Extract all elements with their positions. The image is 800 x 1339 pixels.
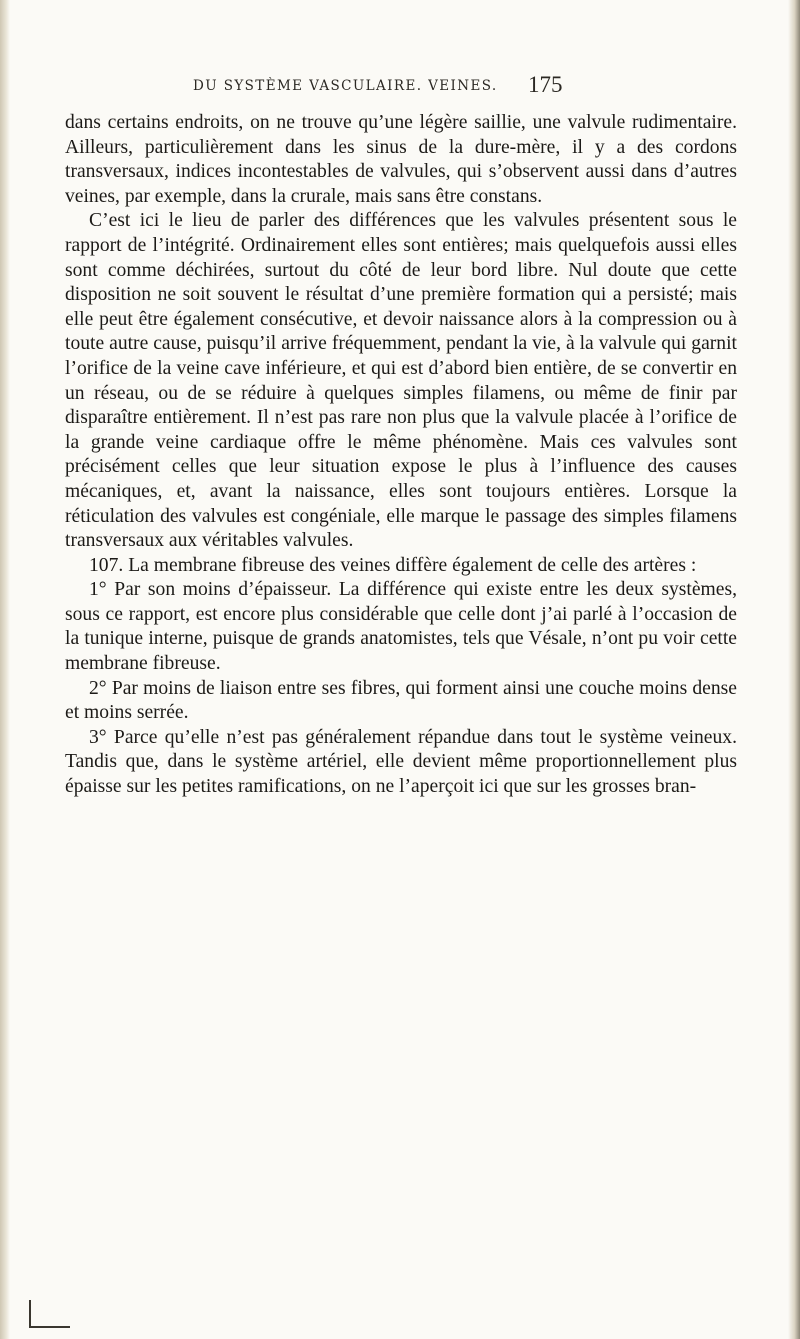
paragraph-continuation: dans certains endroits, on ne trouve qu’une légère saillie, une valvule rudimentaire. Ailleurs, particulièrement dans les sinus de la dure-mère, il y a des cordons transversaux, indices incontestables de valvules, qui s’observent aussi dans d’autres veines, par exemple, dans la crurale, mais sans être constans. <box>65 112 737 207</box>
page-left-edge-shadow <box>0 0 10 1339</box>
paragraph-section-107: 107. La membrane fibreuse des veines diffère également de celle des artères : <box>89 554 697 576</box>
paragraph-point-2: 2° Par moins de liaison entre ses fibres, qui forment ainsi une couche moins dense et moins serrée. <box>65 677 737 724</box>
page-number: 175 <box>528 72 563 97</box>
paragraph-point-3: 3° Parce qu’elle n’est pas généralement répandue dans tout le système veineux. Tandis que, dans le système artériel, elle devient même proportionnellement plus épaisse sur les petites ramifications, on ne l’aperçoit ici que sur les grosses bran- <box>65 726 737 798</box>
page-right-edge-shadow <box>788 0 800 1339</box>
corner-mark-vertical <box>29 1300 31 1328</box>
paragraph-valvule-integrity: C’est ici le lieu de parler des différences que les valvules présentent sous le rapport de l’intégrité. Ordinairement elles sont entières; mais quelquefois aussi elles sont comme déchirées, surtout du côté de leur bord libre. Nul doute que cette disposition ne soit souvent le résultat d’une première formation qui a persisté; mais elle peut être également consécutive, et devoir naissance alors à la compression ou à toute autre cause, puisqu’il arrive fréquemment, pendant la vie, à la valvule qui garnit l’orifice de la veine cave inférieure, et qui est d’abord bien entière, de se convertir en un réseau, ou de se réduire à quelques simples filamens, ou même de finir par disparaître entièrement. Il n’est pas rare non plus que la valvule placée à l’orifice de la grande veine cardiaque offre le même phénomène. Mais ces valvules sont précisément celles que leur situation expose le plus à l’influence des causes mécaniques, et, avant la naissance, elles sont toujours entières. Lorsque la réticulation des valvules est congéniale, elle marque le passage des simples filamens transversaux aux véritables valvules. <box>65 210 737 552</box>
corner-mark-horizontal <box>30 1326 70 1328</box>
paragraph-point-1: 1° Par son moins d’épaisseur. La différence qui existe entre les deux systèmes, sous ce rapport, est encore plus considérable que celle dont j’ai parlé à l’occasion de la tunique interne, puisque de grands anatomistes, tels que Vésale, n’ont pu voir cette membrane fibreuse. <box>65 579 737 675</box>
body-text <box>65 111 737 800</box>
running-title: DU SYSTÈME VASCULAIRE. VEINES. <box>193 78 498 94</box>
running-head <box>0 72 800 108</box>
